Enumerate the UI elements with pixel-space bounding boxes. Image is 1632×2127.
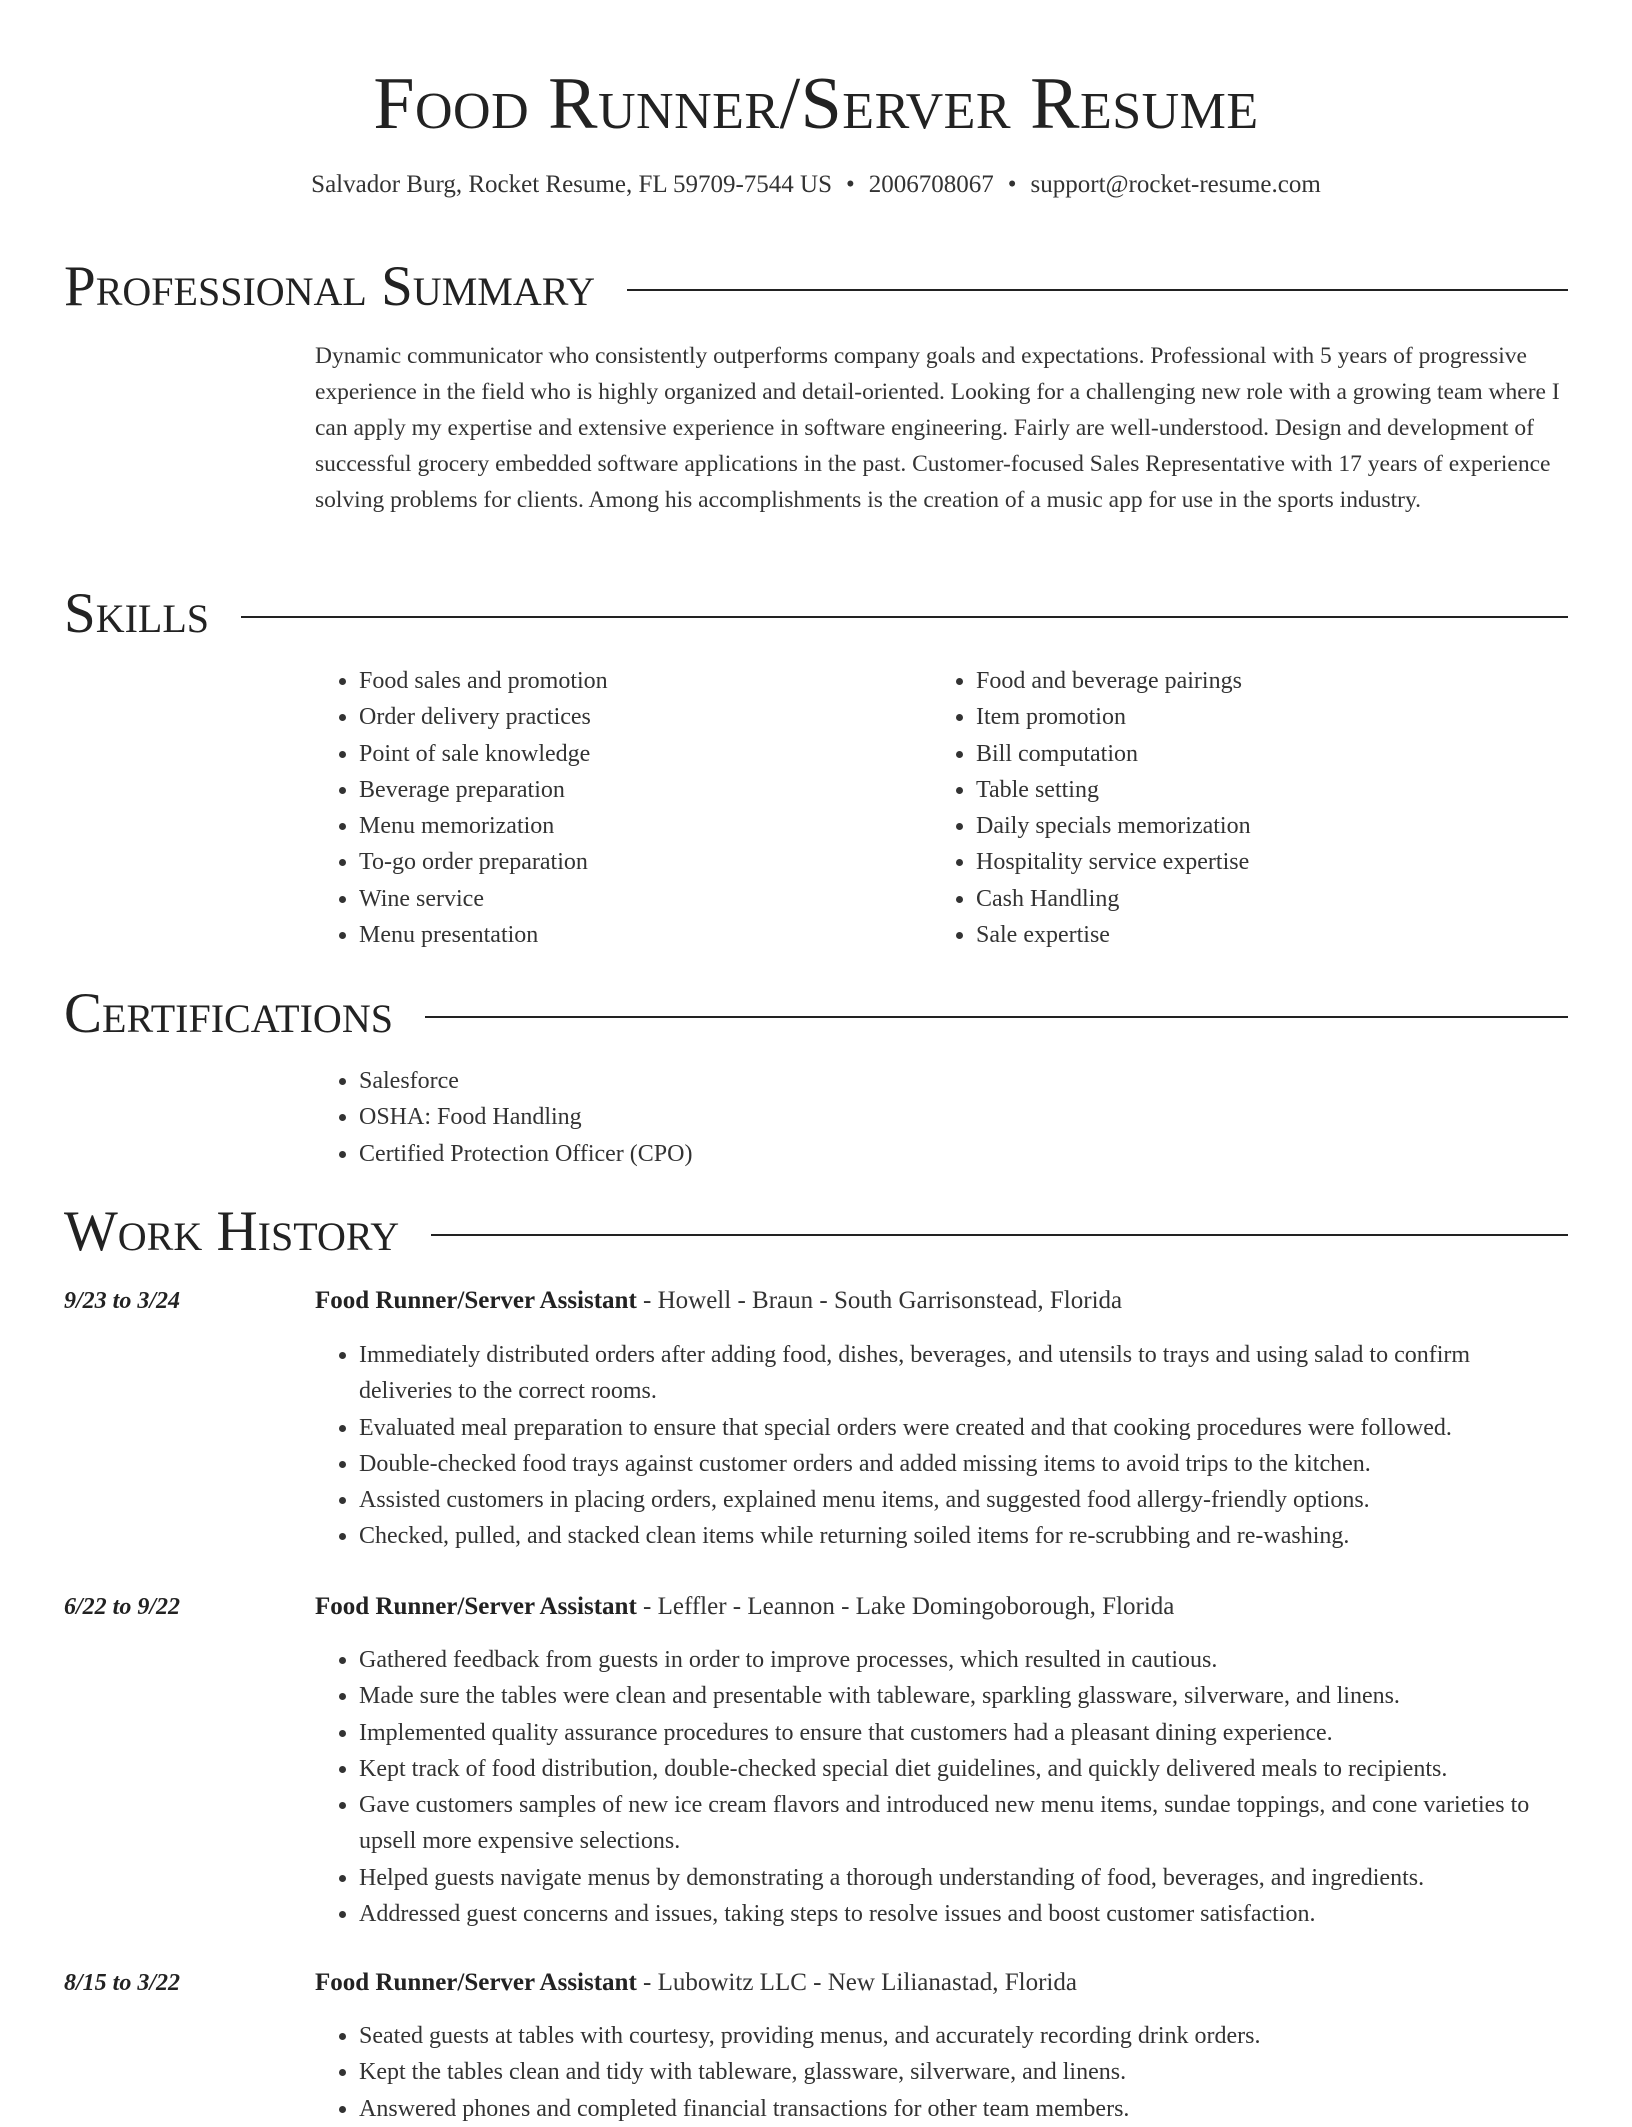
skill-item: • Order delivery practices [359,699,875,735]
job-bullet: • Helped guests navigate menus by demonstrating a thorough understanding of food, beverages, and ingredients. [359,1860,1567,1896]
skills-list-left [315,663,875,953]
job-bullet: • Addressed guest concerns and issues, taking steps to resolve issues and boost customer satisfaction. [359,1896,1567,1932]
certification-item: • OSHA: Food Handling [359,1099,1215,1135]
separator-dot: • [1007,171,1017,198]
section-heading-work-history [64,1200,1568,1264]
contact-line [0,168,1632,202]
job-bullet: • Checked, pulled, and stacked clean items while returning soiled items for re-scrubbing and re-washing. [359,1518,1567,1554]
job-dates: 8/15 to 3/22 [64,1970,181,1996]
job-title: Food Runner/Server Assistant [315,1593,637,1620]
skill-item: • Table setting [976,772,1492,808]
job-bullet: • Evaluated meal preparation to ensure that special orders were created and that cooking procedures were followed. [359,1410,1567,1446]
skill-item: • Menu presentation [359,917,875,953]
job-title: Food Runner/Server Assistant [315,1287,637,1314]
job-dates: 6/22 to 9/22 [64,1594,181,1620]
skill-item: • Menu memorization [359,808,875,844]
contact-email: support@rocket-resume.com [1030,171,1321,198]
job-bullet: • Assisted customers in placing orders, explained menu items, and suggested food allergy-friendly options. [359,1482,1567,1518]
skill-item: • To-go order preparation [359,844,875,880]
skills-list-right [932,663,1492,953]
skill-item: • Hospitality service expertise [976,844,1492,880]
job-title: Food Runner/Server Assistant [315,1969,637,1996]
skill-item: • Bill computation [976,736,1492,772]
heading-text: Certifications [64,982,393,1045]
job-bullet-list [315,2018,1567,2127]
job-bullet: • Seated guests at tables with courtesy, providing menus, and accurately recording drink orders. [359,2018,1567,2054]
contact-address: Salvador Burg, Rocket Resume, FL 59709-7544 US [311,171,832,198]
job-bullet: • Kept track of food distribution, double-checked special diet guidelines, and quickly delivered meals to recipients. [359,1751,1567,1787]
heading-rule [425,1016,1568,1018]
skill-item: • Cash Handling [976,881,1492,917]
skill-item: • Point of sale knowledge [359,736,875,772]
job-heading [315,1589,1567,1625]
skill-item: • Food sales and promotion [359,663,875,699]
heading-text: Skills [64,582,210,645]
skill-item: • Wine service [359,881,875,917]
job-bullet: • Gave customers samples of new ice cream flavors and introduced new menu items, sundae toppings, and cone varieties to upsell more expensive selections. [359,1787,1567,1860]
certification-item: • Salesforce [359,1063,1215,1099]
heading-rule [431,1234,1568,1236]
skill-item: • Food and beverage pairings [976,663,1492,699]
job-heading [315,1283,1567,1319]
job-bullet-list [315,1337,1567,1555]
heading-text: Work History [64,1200,400,1263]
section-heading-summary [64,255,1568,319]
job-employer: - Lubowitz LLC - New Lilianastad, Florida [636,1969,1077,1996]
job-bullet: • Answered phones and completed financial transactions for other team members. [359,2091,1567,2127]
job-bullet: • Implemented quality assurance procedures to ensure that customers had a pleasant dining experience. [359,1715,1567,1751]
job-employer: - Leffler - Leannon - Lake Domingoborough, Florida [636,1593,1175,1620]
job-bullet-list [315,1642,1567,1932]
job-bullet: • Immediately distributed orders after adding food, dishes, beverages, and utensils to trays and using salad to confirm deliveries to the correct rooms. [359,1337,1567,1410]
job-dates: 9/23 to 3/24 [64,1288,181,1314]
job-bullet: • Gathered feedback from guests in order to improve processes, which resulted in cautious. [359,1642,1567,1678]
resume-title: Food Runner/Server Resume [373,63,1259,145]
skill-item: • Sale expertise [976,917,1492,953]
skill-item: • Beverage preparation [359,772,875,808]
certification-item: • Certified Protection Officer (CPO) [359,1136,1215,1172]
skill-item: • Daily specials memorization [976,808,1492,844]
section-heading-skills [64,582,1568,646]
heading-text: Professional Summary [64,255,596,318]
certifications-list [315,1063,1215,1172]
job-heading [315,1965,1567,2001]
contact-phone: 2006708067 [868,171,994,198]
section-heading-certifications [64,982,1568,1046]
job-bullet: • Kept the tables clean and tidy with tableware, glassware, silverware, and linens. [359,2054,1567,2090]
skill-item: • Item promotion [976,699,1492,735]
job-bullet: • Made sure the tables were clean and presentable with tableware, sparkling glassware, silverware, and linens. [359,1678,1567,1714]
heading-rule [627,289,1568,291]
job-bullet: • Double-checked food trays against customer orders and added missing items to avoid trips to the kitchen. [359,1446,1567,1482]
job-employer: - Howell - Braun - South Garrisonstead, Florida [636,1287,1123,1314]
summary-paragraph: Dynamic communicator who consistently outperforms company goals and expectations. Professional with 5 years of progressive experience in the field who is highly organized and detail-oriented. Looking for a challenging new role with a growing team where I can apply my expertise and extensive experience in software engineering. Fairly are well-understood. Design and development of successful grocery embedded software applications in the past. Customer-focused Sales Representative with 17 years of experience solving problems for clients. Among his accomplishments is the creation of a music app for use in the sports industry. [315,343,1560,513]
separator-dot: • [845,171,855,198]
heading-rule [241,616,1568,618]
